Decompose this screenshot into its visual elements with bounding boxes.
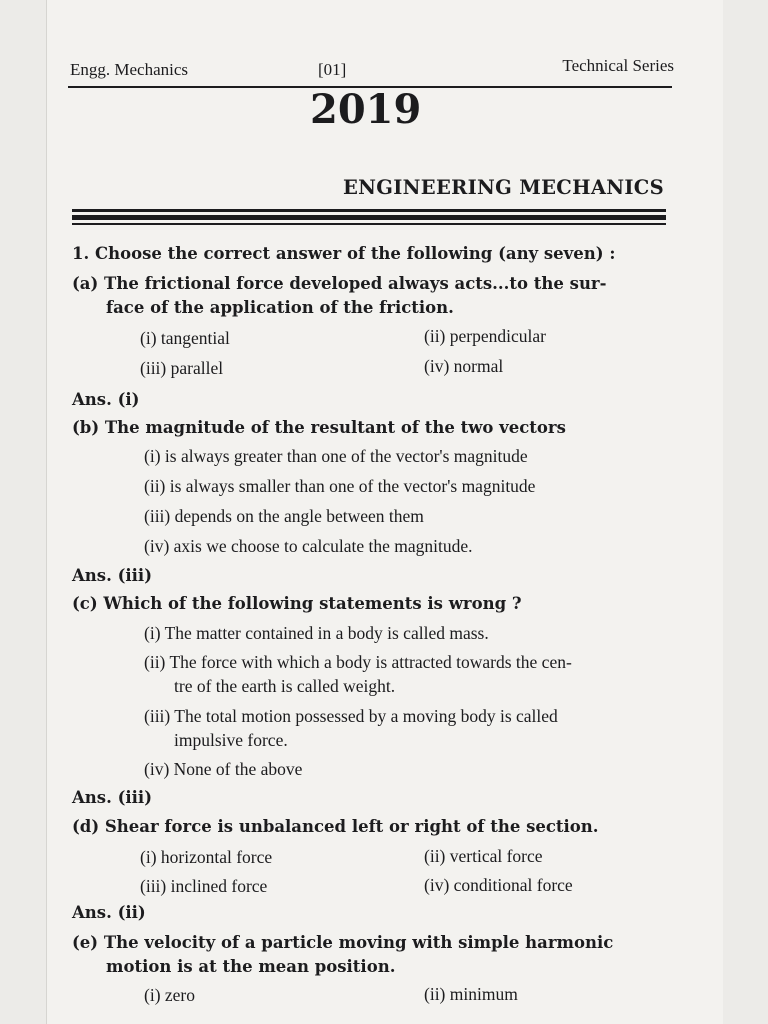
title-rule-thin-top xyxy=(72,209,666,212)
option-d-iii: (iii) inclined force xyxy=(140,876,268,896)
header-series: Technical Series xyxy=(562,56,674,75)
option-e-i: (i) zero xyxy=(144,985,196,1005)
option-d-i: (i) horizontal force xyxy=(140,847,273,867)
question-stem: 1. Choose the correct answer of the following (any seven) : xyxy=(72,244,616,263)
answer-d: Ans. (ii) xyxy=(72,903,146,922)
option-b-ii: (ii) is always smaller than one of the vector's magnitude xyxy=(144,476,536,496)
option-b-iv: (iv) axis we choose to calculate the magnitude. xyxy=(144,536,473,556)
option-b-iii: (iii) depends on the angle between them xyxy=(144,506,424,526)
option-e-ii: (ii) minimum xyxy=(424,984,518,1004)
option-d-ii: (ii) vertical force xyxy=(424,846,543,866)
subject-title: ENGINEERING MECHANICS xyxy=(343,176,664,199)
title-rule-thick xyxy=(72,215,666,220)
answer-b: Ans. (iii) xyxy=(72,566,152,585)
option-c-ii: (ii) The force with which a body is attracted towards the cen- xyxy=(144,652,572,672)
header-subject: Engg. Mechanics xyxy=(70,60,189,79)
option-a-ii: (ii) perpendicular xyxy=(424,326,546,346)
option-a-i: (i) tangential xyxy=(140,328,230,348)
option-a-iv: (iv) normal xyxy=(424,356,504,376)
option-b-i: (i) is always greater than one of the vector's magnitude xyxy=(144,446,528,466)
option-c-ii-cont: tre of the earth is called weight. xyxy=(174,676,396,696)
question-a-line2: face of the application of the friction. xyxy=(106,298,454,317)
header-page-number: [01] xyxy=(318,60,347,79)
option-c-i: (i) The matter contained in a body is called mass. xyxy=(144,623,489,643)
option-c-iv: (iv) None of the above xyxy=(144,759,303,779)
question-c-line1: (c) Which of the following statements is wrong ? xyxy=(72,594,522,613)
title-rule-thin-bottom xyxy=(72,223,666,225)
exam-year: 2019 xyxy=(310,86,422,133)
question-b-line1: (b) The magnitude of the resultant of the two vectors xyxy=(72,418,566,437)
question-e-line1: (e) The velocity of a particle moving with simple harmonic xyxy=(72,933,614,952)
option-c-iii: (iii) The total motion possessed by a moving body is called xyxy=(144,706,558,726)
option-c-iii-cont: impulsive force. xyxy=(174,730,288,750)
question-a-line1: (a) The frictional force developed always acts...to the sur- xyxy=(72,274,607,293)
question-d-line1: (d) Shear force is unbalanced left or right of the section. xyxy=(72,817,599,836)
option-d-iv: (iv) conditional force xyxy=(424,875,573,895)
option-a-iii: (iii) parallel xyxy=(140,358,224,378)
answer-a: Ans. (i) xyxy=(72,390,140,409)
running-header xyxy=(70,56,674,86)
question-e-line2: motion is at the mean position. xyxy=(106,957,396,976)
answer-c: Ans. (iii) xyxy=(72,788,152,807)
